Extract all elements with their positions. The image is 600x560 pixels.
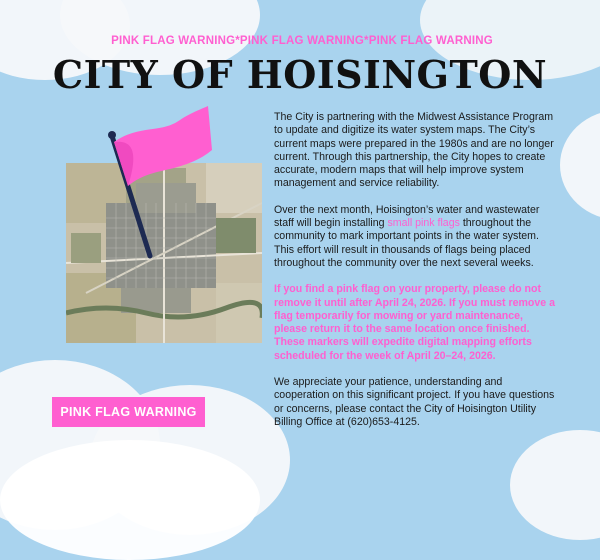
page-title: CITY OF HOISINGTON: [52, 52, 548, 97]
pink-flags-highlight: small pink flags: [387, 217, 460, 230]
installation-text-end: throughout the community to mark important points in the water system. This effort will result in thousands of flags being placed throughout the community over the next several weeks.: [274, 217, 539, 269]
warning-paragraph: If you find a pink flag on your property, please do not remove it until after April 24, 2026. If you must remove a flag temporarily for mowing or yard maintenance, please return it to the same location once finished. These markers will expedite digital mapping efforts scheduled for the week of April 20–24, 2026.: [274, 283, 556, 362]
article-body: [274, 111, 556, 442]
cloud: [0, 440, 260, 560]
pink-flag-warning-button[interactable]: PINK FLAG WARNING: [52, 397, 205, 427]
installation-paragraph: [274, 204, 556, 270]
pink-flag-icon: [100, 104, 220, 264]
installation-text-start: Over the next month, Hoisington’s water and wastewater staff will begin installing: [274, 203, 540, 230]
cloud: [560, 110, 600, 220]
intro-paragraph: The City is partnering with the Midwest Assistance Program to update and digitize its water system maps. The City’s current maps were prepared in the 1980s and are no longer current. Through this partnership, the City hopes to create accurate, modern maps that will help improve system management and service reliability.: [274, 111, 554, 190]
cloud: [510, 430, 600, 540]
contact-paragraph: We appreciate your patience, understanding and cooperation on this significant project. If you have questions or concerns, please contact the City of Hoisington Utility Billing Office at (620)653-4125.: [274, 376, 555, 428]
warning-banner-text: PINK FLAG WARNING*PINK FLAG WARNING*PINK FLAG WARNING: [111, 35, 493, 47]
